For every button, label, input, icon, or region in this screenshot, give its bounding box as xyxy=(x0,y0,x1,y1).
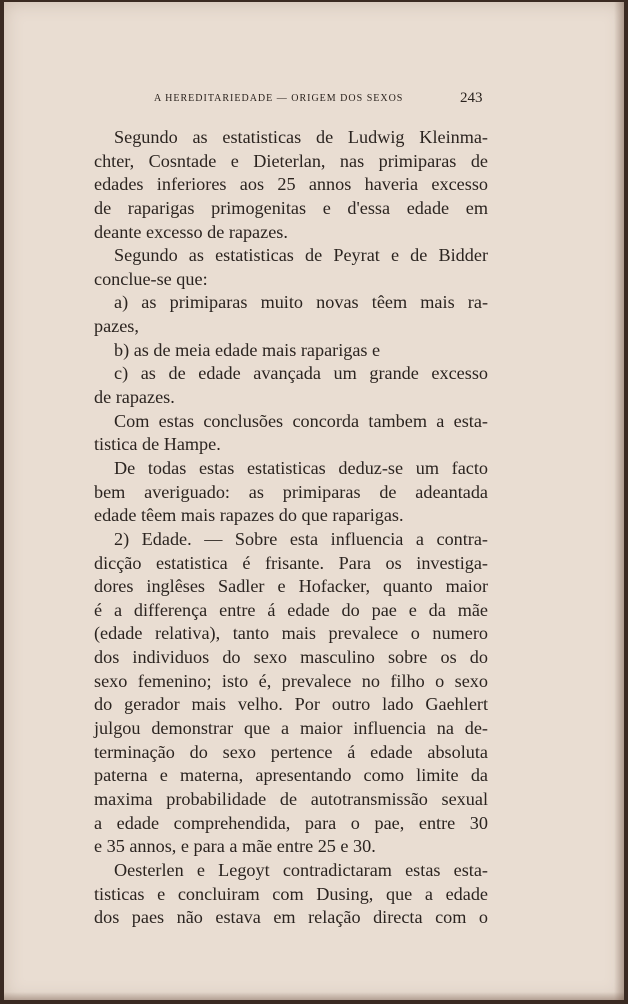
text-line: a edade comprehendida, para o pae, entre 30 xyxy=(94,812,488,833)
book-page xyxy=(4,2,624,1000)
text-line: tisticas e concluiram com Dusing, que a edade xyxy=(94,883,488,904)
text-line: julgou demonstrar que a maior influencia na de- xyxy=(94,718,488,739)
text-line: (edade relativa), tanto mais prevalece o numero xyxy=(94,623,488,644)
text-line: sexo femenino; isto é, prevalece no filho o sexo xyxy=(94,670,488,691)
text-line: Segundo as estatisticas de Peyrat e de Bidder xyxy=(114,245,488,266)
text-line: pazes, xyxy=(94,316,139,337)
page-number: 243 xyxy=(460,90,483,106)
text-line: dos paes não estava em relação directa com o xyxy=(94,907,488,928)
text-line: chter, Cosntade e Dieterlan, nas primiparas de xyxy=(94,150,488,171)
text-line: conclue-se que: xyxy=(94,268,208,289)
text-line: do gerador mais velho. Por outro lado Gaehlert xyxy=(94,694,488,715)
text-line: Oesterlen e Legoyt contradictaram estas esta- xyxy=(114,859,488,880)
text-line: De todas estas estatisticas deduz-se um facto xyxy=(114,457,488,478)
page-edge-shadow xyxy=(614,2,624,1000)
text-line: edades inferiores aos 25 annos haveria excesso xyxy=(94,174,488,195)
text-line: Segundo as estatisticas de Ludwig Kleinma- xyxy=(114,127,488,147)
text-line: e 35 annos, e para a mãe entre 25 e 30. xyxy=(94,836,376,857)
text-line: de raparigas primogenitas e d'essa edade em xyxy=(94,197,488,218)
text-line: a) as primiparas muito novas têem mais ra- xyxy=(114,292,488,313)
text-line: dores inglêses Sadler e Hofacker, quanto maior xyxy=(94,576,488,597)
text-line: Com estas conclusões concorda tambem a esta- xyxy=(114,410,488,431)
text-line: bem averiguado: as primiparas de adeantada xyxy=(94,481,488,502)
text-line: 2) Edade. — Sobre esta influencia a contra- xyxy=(114,528,488,549)
body-text xyxy=(94,126,488,930)
text-line: terminação do sexo pertence á edade absoluta xyxy=(94,741,488,762)
text-line: deante excesso de rapazes. xyxy=(94,221,288,242)
text-line: maxima probabilidade de autotransmissão sexual xyxy=(94,788,488,809)
text-line: dos individuos do sexo masculino sobre os do xyxy=(94,647,488,668)
text-line: edade têem mais rapazes do que raparigas. xyxy=(94,505,404,526)
text-line: é a differença entre á edade do pae e da mãe xyxy=(94,599,488,620)
running-header: A HEREDITARIEDADE — ORIGEM DOS SEXOS xyxy=(154,93,404,104)
text-line: b) as de meia edade mais raparigas e xyxy=(114,339,381,360)
text-line: tistica de Hampe. xyxy=(94,434,221,455)
text-line: paterna e materna, apresentando como limite da xyxy=(94,765,488,786)
text-line: dicção estatistica é frisante. Para os investiga- xyxy=(94,552,488,573)
page-bottom-shadow xyxy=(4,992,624,1000)
text-line: de rapazes. xyxy=(94,387,175,408)
text-line: c) as de edade avançada um grande excesso xyxy=(114,363,488,384)
